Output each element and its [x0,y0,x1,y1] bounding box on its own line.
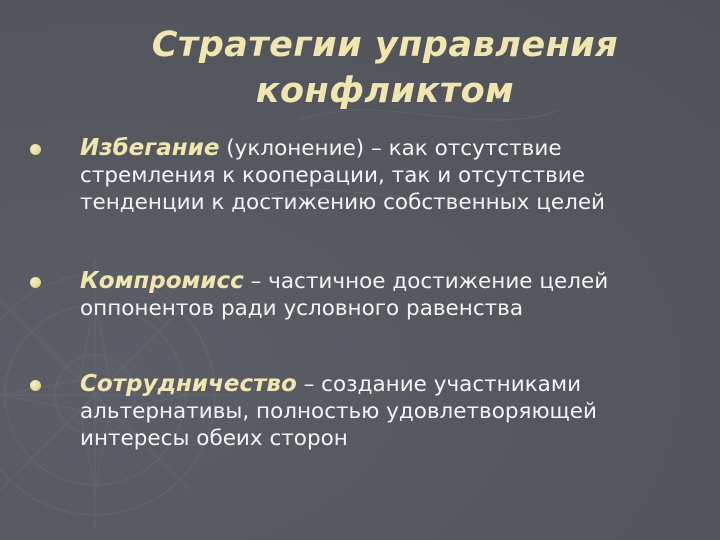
bullet-text [80,371,700,452]
bullet-term: Компромисс [80,268,244,294]
bullet-term: Избегание [80,135,220,161]
slide-title [90,22,680,114]
title-line-1: Стратегии управления [151,25,619,65]
title-line-2: конфликтом [255,71,515,111]
bullet-text [80,268,700,322]
bullet-description: – частичное достижение целей оппонентов ради условного равенства [80,269,609,321]
bullet-description: – создание участниками альтернативы, полностью удовлетворяющей интересы обеих сторон [80,372,598,451]
bullet-text [80,135,700,216]
bullet-dot-icon [30,277,41,288]
bullet-dot-icon [30,380,41,391]
bullet-term: Сотрудничество [80,371,297,397]
bullet-description: (уклонение) – как отсутствие стремления к кооперации, так и отсутствие тенденции к достижению собственных целей [80,136,606,215]
bullet-dot-icon [30,144,41,155]
